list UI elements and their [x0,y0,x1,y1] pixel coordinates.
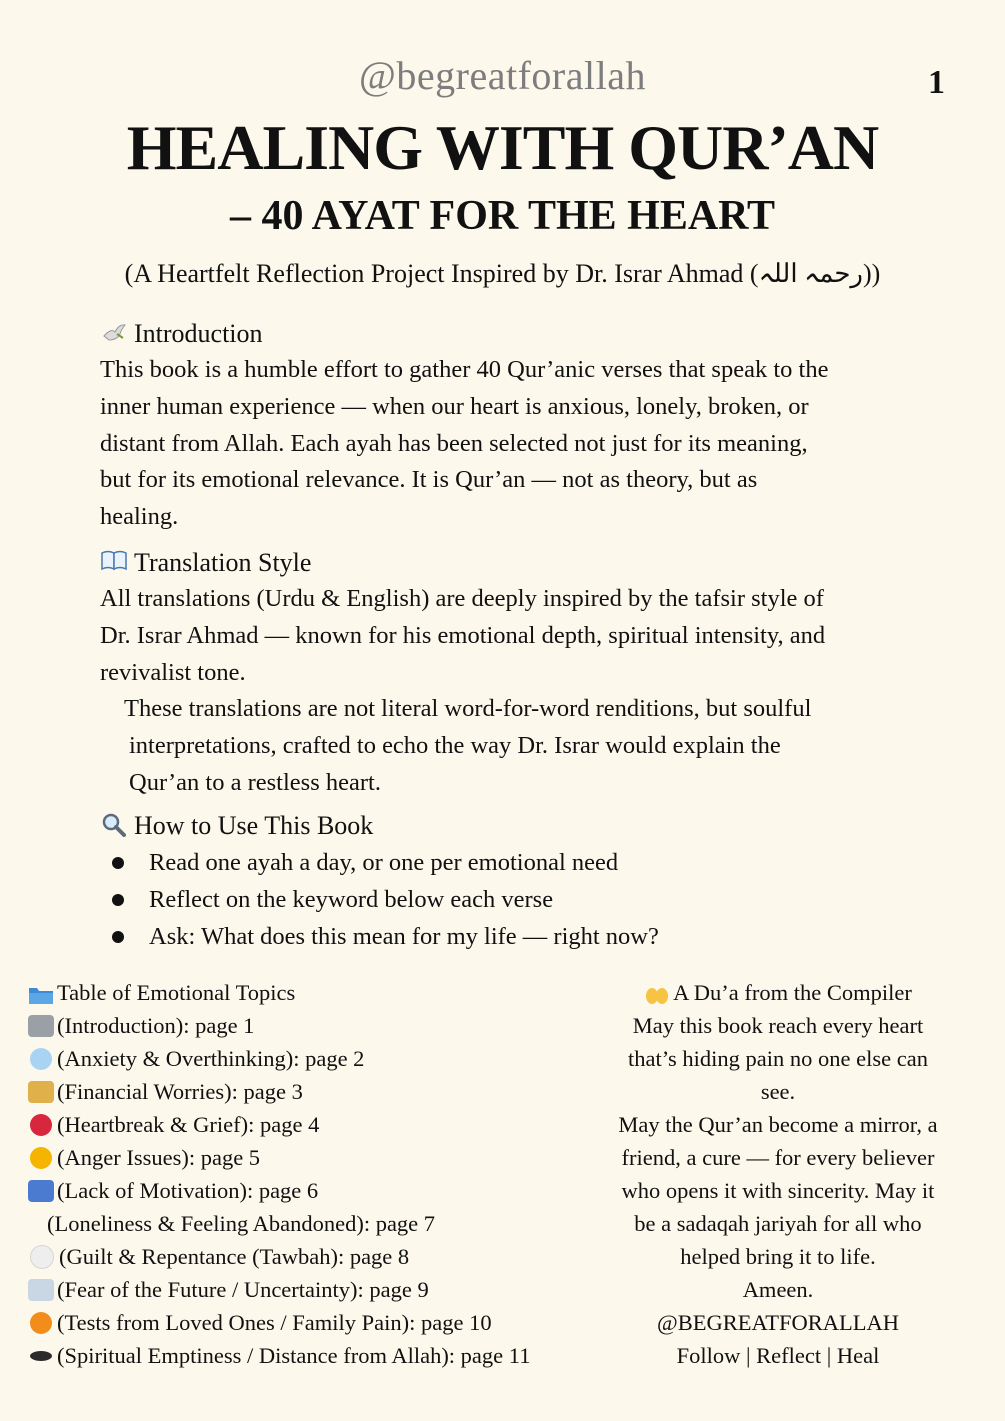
translation-heading-label: Translation Style [134,548,312,577]
toc-item [28,1240,530,1273]
hole-icon [30,1351,52,1361]
toc-item-text: (Anger Issues): page 5 [57,1145,261,1170]
dua-line: May the Qur’an become a mirror, a [618,1112,938,1137]
toc-item-text: (Anxiety & Overthinking): page 2 [57,1046,365,1071]
translation-paragraph [100,581,825,691]
dove-icon [28,1015,54,1037]
introduction-line: healing. [100,503,179,531]
toc-items [28,1009,530,1372]
introduction-heading [100,316,263,352]
toc-item-text: (Fear of the Future / Uncertainty): page 9 [57,1277,429,1302]
page-number: 1 [928,64,945,101]
translation-line: interpretations, crafted to echo the way Dr. Israr would explain the [129,731,781,759]
dua-handle: @BEGREATFORALLAH [657,1310,899,1335]
introduction-heading-label: Introduction [134,319,263,348]
toc-heading [28,976,530,1009]
broken-heart-icon [30,1114,52,1136]
introduction-line: This book is a humble effort to gather 40 Qur’anic verses that speak to the [100,356,829,383]
translation-paragraph-2 [124,691,811,801]
list-item [108,845,659,882]
open-hands-icon [644,982,670,1004]
dua-line: May this book reach every heart [632,1013,924,1038]
dua-line: Ameen. [742,1277,814,1302]
introduction-line: distant from Allah. Each ayah has been selected not just for its meaning, [100,429,808,457]
toc-item-text: (Guilt & Repentance (Tawbah): page 8 [59,1244,410,1269]
dua-heading-label: A Du’a from the Compiler [673,980,912,1005]
toc-item [28,1108,530,1141]
folder-icon [28,982,54,1004]
dua-line: friend, a cure — for every believer [621,1145,935,1170]
author-handle: @begreatforallah [359,53,646,98]
open-book-icon [100,549,128,577]
toc-item [28,1141,530,1174]
bullet-dot [112,931,124,943]
dua-heading [600,976,956,1009]
toc-item [28,1273,530,1306]
fog-icon [28,1279,54,1301]
how-to-use-list [108,845,659,955]
bullet-dot [112,894,124,906]
toc-item-text: (Heartbreak & Grief): page 4 [57,1112,320,1137]
toc-item [28,1009,530,1042]
translation-line: All translations (Urdu & English) are deeply inspired by the tafsir style of [100,585,824,612]
list-item-text: Read one ayah a day, or one per emotional need [149,849,619,877]
angry-face-icon [30,1147,52,1169]
book-subtitle: – 40 AYAT FOR THE HEART [229,193,776,239]
how-to-use-heading [100,808,373,844]
book-title: HEALING WITH QUR’AN [126,112,879,183]
toc-item-text: (Spiritual Emptiness / Distance from Allah): page 11 [57,1343,531,1368]
list-item [108,919,659,956]
list-item-text: Ask: What does this mean for my life — right now? [149,922,659,950]
list-item-text: Reflect on the keyword below each verse [149,886,554,914]
list-item [108,882,659,919]
toc-item [28,1339,530,1372]
rocket-icon [28,1180,54,1202]
toc-item-spacer [28,1213,44,1235]
bullet-dot [112,857,124,869]
dua-line: be a sadaqah jariyah for all who [634,1211,922,1236]
white-heart-icon [30,1245,54,1269]
project-description: (A Heartfelt Reflection Project Inspired by Dr. Israr Ahmad (رحمہ اللہ)) [124,259,881,288]
translation-line: These translations are not literal word-for-word renditions, but soulful [124,695,812,722]
introduction-paragraph [100,352,828,536]
dua-line: helped bring it to life. [680,1244,876,1269]
dove-icon [100,320,128,348]
toc-item [28,1207,530,1240]
dua-line: who opens it with sincerity. May it [621,1178,935,1203]
how-to-use-heading-label: How to Use This Book [134,811,374,840]
dua-line: that’s hiding pain no one else can [628,1046,928,1071]
toc-item [28,1306,530,1339]
magnifier-icon [100,812,128,840]
translation-line: revivalist tone. [100,658,246,686]
dua-line: see. [760,1079,796,1104]
translation-heading [100,545,311,581]
translation-line: Qur’an to a restless heart. [129,768,381,796]
dua-tagline: Follow | Reflect | Heal [676,1343,880,1368]
dua-section [600,976,956,1372]
toc-item-text: (Financial Worries): page 3 [57,1079,303,1104]
introduction-line: inner human experience — when our heart is anxious, lonely, broken, or [100,392,809,420]
toc-item-text: (Lack of Motivation): page 6 [57,1178,319,1203]
orange-heart-icon [30,1312,52,1334]
toc-item-text: (Tests from Loved Ones / Family Pain): page 10 [57,1310,492,1335]
table-of-topics [28,976,530,1372]
toc-item-text: (Loneliness & Feeling Abandoned): page 7 [47,1211,436,1236]
money-bag-icon [28,1081,54,1103]
thought-bubble-icon [30,1048,52,1070]
toc-heading-label: Table of Emotional Topics [57,980,296,1005]
toc-item [28,1042,530,1075]
toc-item-text: (Introduction): page 1 [57,1013,255,1038]
toc-item [28,1075,530,1108]
translation-line: Dr. Israr Ahmad — known for his emotional depth, spiritual intensity, and [100,621,826,649]
introduction-line: but for its emotional relevance. It is Qur’an — not as theory, but as [100,466,758,494]
toc-item [28,1174,530,1207]
